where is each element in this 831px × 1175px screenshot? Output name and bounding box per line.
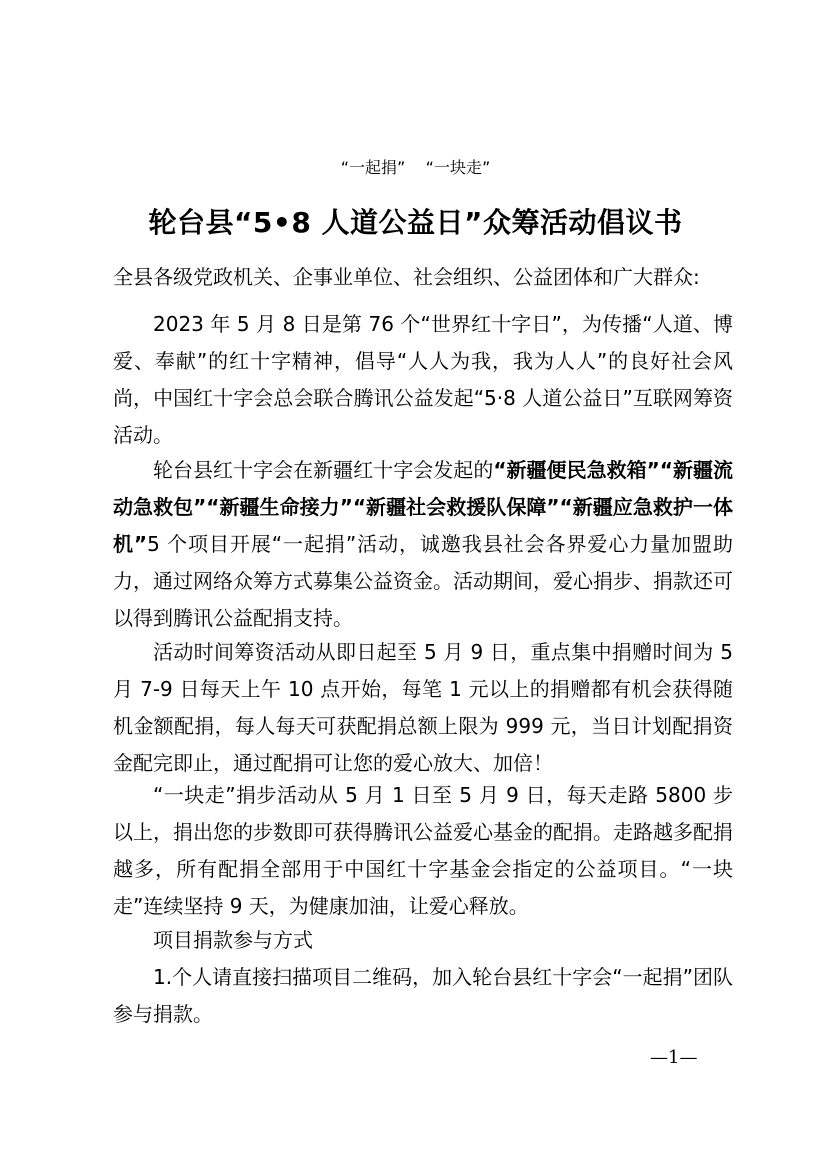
paragraph-world-red-cross-day: 2023 年 5 月 8 日是第 76 个“世界红十字日”，为传播“人道、博爱、奉献”的红十字精神，倡导“人人为我，我为人人”的良好社会风尚，中国红十字会总会联合腾讯公益发起“5·8 人道公益日”互联网筹资活动。 (113, 312, 733, 447)
section-heading: 项目捐款参与方式 (153, 928, 313, 952)
document-title: 轮台县“5•8 人道公益日”众筹活动倡议书 (148, 206, 683, 239)
projects-list: “新疆便民急救箱”“新疆流动急救包”“新疆生命接力”“新疆社会救援队保障”“新疆应急救护一体机” (113, 458, 733, 556)
document-subtitle: “一起捐” “一块走” (340, 158, 491, 177)
paragraph-activity-time: 活动时间筹资活动从即日起至 5 月 9 日，重点集中捐赠时间为 5 月 7-9 日每天上午 10 点开始，每笔 1 元以上的捐赠都有机会获得随机金额配捐，每人每天可获配捐总额上限为 999 元，当日计划配捐资金配完即止，通过配捐可让您的爱心放大、加倍！ (113, 640, 733, 775)
page-number: —1— (650, 1047, 698, 1068)
projects-rest: 5 个项目开展“一起捐”活动，诚邀我县社会各界爱心力量加盟助力，通过网络众筹方式募集公益资金。活动期间，爱心捐步、捐款还可以得到腾讯公益配捐支持。 (113, 532, 733, 630)
paragraph-individual-donation: 1.个人请直接扫描项目二维码，加入轮台县红十字会“一起捐”团队参与捐款。 (113, 965, 733, 1026)
projects-intro: 轮台县红十字会在新疆红十字会发起的 (153, 458, 494, 482)
paragraph-walk-donation: “一块走”捐步活动从 5 月 1 日至 5 月 9 日，每天走路 5800 步以上，捐出您的步数即可获得腾讯公益爱心基金的配捐。走路越多配捐越多，所有配捐全部用于中国红十字基金会指定的公益项目。“一块走”连续坚持 9 天，为健康加油，让爱心释放。 (113, 783, 733, 918)
paragraph-projects (113, 452, 733, 637)
salutation: 全县各级党政机关、企事业单位、社会组织、公益团体和广大群众: (113, 265, 700, 289)
